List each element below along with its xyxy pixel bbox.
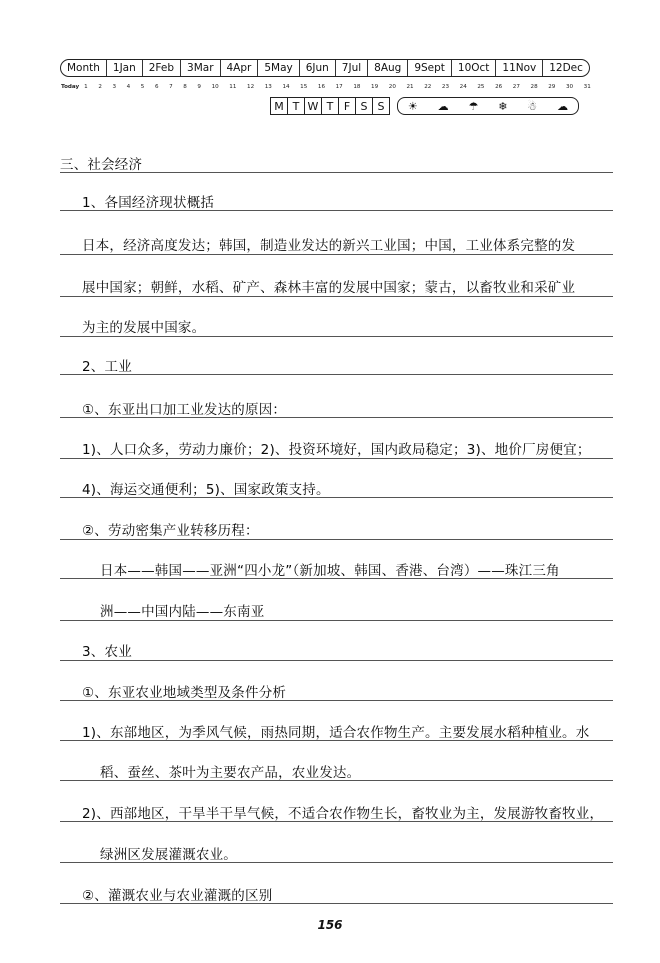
- day-number: 14: [282, 83, 290, 90]
- weekday-mon: M: [270, 97, 288, 115]
- month-jan: 1Jan: [106, 60, 142, 76]
- weekday-row: [270, 97, 579, 115]
- day-number: 31: [583, 83, 591, 90]
- today-label: Today: [61, 83, 80, 90]
- month-header-bar: [60, 59, 590, 77]
- day-number-row: [61, 82, 591, 91]
- ruled-line: [60, 296, 613, 297]
- day-number: 3: [112, 83, 117, 90]
- month-jun: 6Jun: [299, 60, 335, 76]
- day-number: 4: [126, 83, 131, 90]
- month-mar: 3Mar: [180, 60, 219, 76]
- day-number: 21: [406, 83, 414, 90]
- day-number: 22: [424, 83, 432, 90]
- month-oct: 10Oct: [451, 60, 496, 76]
- note-line: 稻、蚕丝、茶叶为主要农产品，农业发达。: [100, 765, 361, 781]
- weather-strip: [397, 97, 579, 115]
- day-number: 28: [530, 83, 538, 90]
- day-number: 5: [140, 83, 145, 90]
- weekday-fri: F: [338, 97, 356, 115]
- month-apr: 4Apr: [220, 60, 258, 76]
- day-number: 12: [247, 83, 255, 90]
- month-dec: 12Dec: [542, 60, 589, 76]
- day-number: 26: [495, 83, 503, 90]
- month-label: Month: [66, 62, 100, 74]
- day-number: 24: [459, 83, 467, 90]
- note-line: 2)、西部地区，干旱半干旱气候，不适合农作物生长，畜牧业为主，发展游牧畜牧业，: [82, 806, 604, 822]
- day-numbers: [84, 84, 591, 90]
- ruled-line: [60, 620, 613, 621]
- weekday-thu: T: [321, 97, 339, 115]
- day-number: 17: [335, 83, 343, 90]
- day-number: 20: [388, 83, 396, 90]
- note-line: 4)、海运交通便利；5)、国家政策支持。: [82, 482, 330, 498]
- note-line: ②、劳动密集产业转移历程：: [82, 523, 259, 539]
- note-line: 1)、人口众多，劳动力廉价；2)、投资环境好，国内政局稳定；3)、地价厂房便宜；: [82, 442, 591, 458]
- weekday-sat: S: [355, 97, 373, 115]
- subsection-heading: 2、工业: [82, 359, 132, 375]
- month-may: 5May: [257, 60, 298, 76]
- month-nov: 11Nov: [495, 60, 542, 76]
- month-sep: 9Sept: [407, 60, 451, 76]
- day-number: 30: [565, 83, 574, 90]
- ruled-line: [60, 660, 613, 661]
- note-line: ①、东亚农业地域类型及条件分析: [82, 685, 287, 701]
- weekday-tue: T: [287, 97, 305, 115]
- subsection-heading: 3、农业: [82, 644, 132, 660]
- day-number: 18: [353, 83, 361, 90]
- weekday-wed: W: [304, 97, 322, 115]
- note-line: 为主的发展中国家。: [82, 320, 206, 336]
- note-line: 日本，经济高度发达；韩国，制造业发达的新兴工业国；中国，工业体系完整的发: [82, 238, 576, 254]
- snowflake-icon: ❄: [498, 99, 508, 113]
- cloud-icon: ☁: [557, 99, 569, 113]
- day-number: 10: [211, 83, 219, 90]
- day-number: 25: [477, 83, 485, 90]
- ruled-line: [60, 539, 613, 540]
- day-number: 7: [169, 83, 173, 90]
- cloud-icon: ☁: [437, 99, 449, 113]
- month-feb: 2Feb: [142, 60, 180, 76]
- day-number: 11: [229, 83, 237, 90]
- day-number: 27: [512, 83, 520, 90]
- note-line: ②、灌溉农业与农业灌溉的区别: [82, 888, 273, 904]
- snowman-icon: ☃: [527, 99, 538, 113]
- day-number: 29: [548, 83, 556, 90]
- note-line: 日本——韩国——亚洲“四小龙”（新加坡、韩国、香港、台湾）——珠江三角: [100, 563, 560, 579]
- subsection-heading: 1、各国经济现状概括: [82, 195, 215, 211]
- sun-icon: ☀: [407, 99, 418, 113]
- page-number: 156: [317, 918, 343, 932]
- note-line: 洲——中国内陆——东南亚: [100, 604, 265, 620]
- note-line: ①、东亚出口加工业发达的原因：: [82, 402, 287, 418]
- day-number: 8: [183, 83, 187, 90]
- ruled-line: [60, 458, 613, 459]
- note-line: 展中国家；朝鲜，水稻、矿产、森林丰富的发展中国家；蒙古，以畜牧业和采矿业: [82, 280, 576, 296]
- day-number: 19: [371, 83, 379, 90]
- day-number: 6: [154, 83, 159, 90]
- note-line: 1)、东部地区，为季风气候，雨热同期，适合农作物生产。主要发展水稻种植业。水: [82, 725, 590, 741]
- day-number: 15: [300, 83, 308, 90]
- section-heading: 三、社会经济: [60, 157, 143, 173]
- ruled-line: [60, 336, 613, 337]
- month-jul: 7Jul: [335, 60, 367, 76]
- umbrella-icon: ☂: [468, 99, 479, 113]
- day-number: 13: [264, 83, 272, 90]
- ruled-line: [60, 254, 613, 255]
- note-line: 绿洲区发展灌溉农业。: [100, 847, 237, 863]
- day-number: 9: [197, 83, 201, 90]
- day-number: 1: [84, 83, 88, 90]
- weekday-sun: S: [372, 97, 390, 115]
- day-number: 23: [441, 83, 450, 90]
- day-number: 2: [98, 83, 102, 90]
- day-number: 16: [317, 83, 326, 90]
- month-aug: 8Aug: [367, 60, 407, 76]
